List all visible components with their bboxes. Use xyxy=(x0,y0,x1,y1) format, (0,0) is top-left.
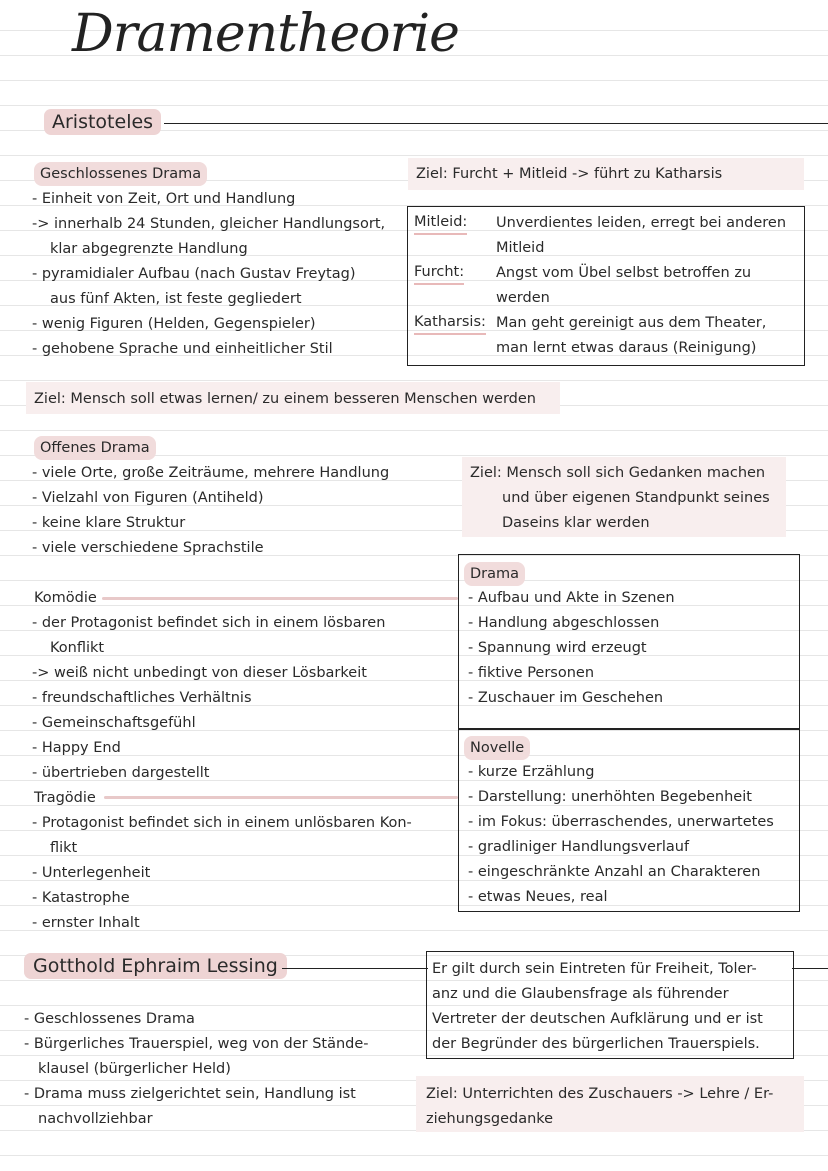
list-item: - kurze Erzählung xyxy=(468,764,595,780)
ziel-mensch-text: Ziel: Mensch soll etwas lernen/ zu einem besseren Menschen werden xyxy=(34,391,536,407)
list-item: -> weiß nicht unbedingt von dieser Lösbarkeit xyxy=(32,665,367,681)
info-line: anz und die Glaubensfrage als führender xyxy=(432,986,729,1002)
list-item: - Aufbau und Akte in Szenen xyxy=(468,590,675,606)
tragoedie-rule xyxy=(104,796,458,799)
list-item: aus fünf Akten, ist feste gegliedert xyxy=(50,291,302,307)
info-line: der Begründer des bürgerlichen Trauerspiels. xyxy=(432,1036,760,1052)
komoedie-rule xyxy=(102,597,458,600)
komoedie-label: Komödie xyxy=(34,590,97,606)
list-item: - Bürgerliches Trauerspiel, weg von der Stände- xyxy=(24,1036,369,1052)
ziel-offen-line: und über eigenen Standpunkt seines xyxy=(502,490,770,506)
list-item: - Spannung wird erzeugt xyxy=(468,640,647,656)
definition-line: Unverdientes leiden, erregt bei anderen xyxy=(496,215,787,231)
list-item: - keine klare Struktur xyxy=(32,515,186,531)
ziel-lessing-line: ziehungsgedanke xyxy=(426,1111,554,1127)
list-item: - gradliniger Handlungsverlauf xyxy=(468,839,690,855)
list-item: - Zuschauer im Geschehen xyxy=(468,690,664,706)
novelle-box-label: Novelle xyxy=(464,736,530,760)
heading-rule-end xyxy=(792,968,828,969)
list-item: - Drama muss zielgerichtet sein, Handlung ist xyxy=(24,1086,356,1102)
heading-rule xyxy=(164,123,828,124)
info-line: Er gilt durch sein Eintreten für Freiheit, Toler- xyxy=(432,961,757,977)
list-item: - Protagonist befindet sich in einem unlösbaren Kon- xyxy=(32,815,412,831)
list-item: Konflikt xyxy=(50,640,105,656)
list-item: - Katastrophe xyxy=(32,890,130,906)
definition-line: Mitleid xyxy=(496,240,545,256)
list-item: - Einheit von Zeit, Ort und Handlung xyxy=(32,191,296,207)
list-item: nachvollziehbar xyxy=(38,1111,153,1127)
list-item: - ernster Inhalt xyxy=(32,915,140,931)
definition-line: werden xyxy=(496,290,550,306)
ziel-offen-line: Ziel: Mensch soll sich Gedanken machen xyxy=(470,465,766,481)
term-mitleid: Mitleid: xyxy=(414,211,467,235)
ziel-katharsis-text: Ziel: Furcht + Mitleid -> führt zu Katharsis xyxy=(416,166,723,182)
list-item: - pyramidialer Aufbau (nach Gustav Freytag) xyxy=(32,266,356,282)
title-text: Dramentheorie xyxy=(72,4,459,64)
term-furcht: Furcht: xyxy=(414,261,464,285)
geschlossenes-drama-label: Geschlossenes Drama xyxy=(34,162,207,186)
list-item: - gehobene Sprache und einheitlicher Stil xyxy=(32,341,333,357)
info-line: Vertreter der deutschen Aufklärung und er ist xyxy=(432,1011,763,1027)
drama-box-label: Drama xyxy=(464,562,525,586)
tragoedie-label: Tragödie xyxy=(34,790,96,806)
ziel-lessing-line: Ziel: Unterrichten des Zuschauers -> Lehre / Er- xyxy=(426,1086,774,1102)
ziel-offen-line: Daseins klar werden xyxy=(502,515,650,531)
list-item: klar abgegrenzte Handlung xyxy=(50,241,248,257)
definition-line: man lernt etwas daraus (Reinigung) xyxy=(496,340,757,356)
list-item: - Darstellung: unerhöhten Begebenheit xyxy=(468,789,752,805)
list-item: flikt xyxy=(50,840,78,856)
list-item: - Geschlossenes Drama xyxy=(24,1011,195,1027)
list-item: - viele Orte, große Zeiträume, mehrere Handlung xyxy=(32,465,390,481)
definition-line: Angst vom Übel selbst betroffen zu xyxy=(496,265,752,281)
offenes-drama-label: Offenes Drama xyxy=(34,436,156,460)
list-item: - Vielzahl von Figuren (Antiheld) xyxy=(32,490,264,506)
list-item: -> innerhalb 24 Stunden, gleicher Handlungsort, xyxy=(32,216,386,232)
list-item: - eingeschränkte Anzahl an Charakteren xyxy=(468,864,761,880)
list-item: klausel (bürgerlicher Held) xyxy=(38,1061,231,1077)
list-item: - wenig Figuren (Helden, Gegenspieler) xyxy=(32,316,316,332)
definition-line: Man geht gereinigt aus dem Theater, xyxy=(496,315,767,331)
heading-rule xyxy=(282,968,428,969)
list-item: - Handlung abgeschlossen xyxy=(468,615,660,631)
section-heading-lessing: Gotthold Ephraim Lessing xyxy=(24,953,287,979)
list-item: - Happy End xyxy=(32,740,121,756)
page-title xyxy=(72,4,459,64)
list-item: - viele verschiedene Sprachstile xyxy=(32,540,264,556)
term-katharsis: Katharsis: xyxy=(414,311,486,335)
list-item: - Unterlegenheit xyxy=(32,865,151,881)
list-item: - übertrieben dargestellt xyxy=(32,765,210,781)
list-item: - der Protagonist befindet sich in einem lösbaren xyxy=(32,615,386,631)
list-item: - etwas Neues, real xyxy=(468,889,608,905)
list-item: - im Fokus: überraschendes, unerwartetes xyxy=(468,814,774,830)
list-item: - freundschaftliches Verhältnis xyxy=(32,690,252,706)
list-item: - fiktive Personen xyxy=(468,665,595,681)
list-item: - Gemeinschaftsgefühl xyxy=(32,715,196,731)
section-heading-aristoteles: Aristoteles xyxy=(44,109,161,135)
